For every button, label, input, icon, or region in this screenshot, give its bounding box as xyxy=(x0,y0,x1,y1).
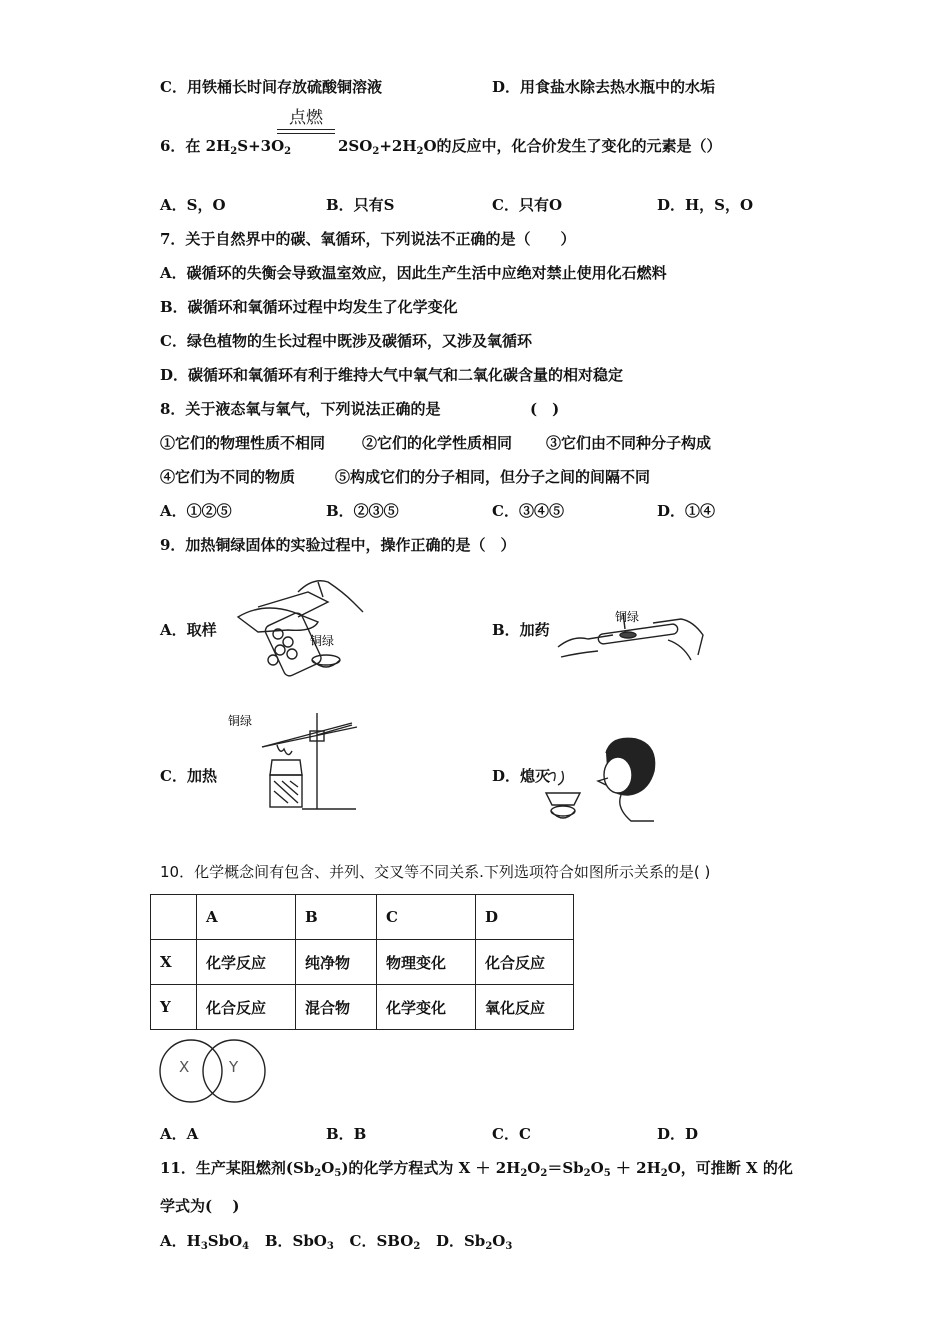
heating-setup-illustration xyxy=(222,705,362,817)
q7-option-c: C．绿色植物的生长过程中既涉及碳循环，又涉及氧循环 xyxy=(160,332,532,350)
q11-option-a: A．$H_3SbO_4$ xyxy=(160,1232,250,1252)
q7-option-d: D．碳循环和氧循环有利于维持大气中氧气和二氧化碳含量的相对稳定 xyxy=(160,366,624,384)
q9-option-d: D．熄灭 xyxy=(492,767,551,785)
q8-option-a: A．①②⑤ xyxy=(160,502,232,520)
copper-green-label-a: 铜绿 xyxy=(310,634,335,648)
q8-statement-1: ①它们的物理性质不相同 xyxy=(160,434,326,452)
table-row-x: X 化学反应 纯净物 物理变化 化合反应 xyxy=(151,940,574,985)
q11-stem-line1: 11．生产某阻燃剂$(Sb_2O_5)$的化学方程式为 $X + 2H_2O_2=Sb_2O_5 + 2H_2O$，可推断 X 的化 xyxy=(160,1159,793,1179)
q11-option-d: D．$Sb_2O_3$ xyxy=(435,1232,513,1252)
q8-statement-4: ④它们为不同的物质 xyxy=(160,468,296,486)
q9-option-a: A．取样 xyxy=(160,621,217,639)
q7-option-a: A．碳循环的失衡会导致温室效应，因此生产生活中应绝对禁止使用化石燃料 xyxy=(160,264,667,282)
q8-option-d: D．①④ xyxy=(657,502,716,520)
q8-option-c: C．③④⑤ xyxy=(492,502,564,520)
q8-statement-3: ③它们由不同种分子构成 xyxy=(546,434,712,452)
q8-statement-2: ②它们的化学性质相同 xyxy=(362,434,513,452)
q6-option-b: B．只有S xyxy=(326,196,395,214)
q8-statement-5: ⑤构成它们的分子相同，但分子之间的间隔不同 xyxy=(335,468,651,486)
q6-option-d: D．H，S，O xyxy=(657,196,754,214)
venn-diagram xyxy=(158,1038,270,1106)
q10-option-c: C．C xyxy=(492,1125,531,1143)
q11-options xyxy=(160,1231,512,1251)
q8-option-b: B．②③⑤ xyxy=(326,502,399,520)
copper-green-label-c: 铜绿 xyxy=(228,714,253,728)
q11-stem-line2: 学式为( ) xyxy=(160,1197,240,1215)
q10-option-b: B．B xyxy=(326,1125,367,1143)
q5-option-c: C．用铁桶长时间存放硫酸铜溶液 xyxy=(160,78,382,96)
venn-label-x: X xyxy=(179,1058,190,1076)
extinguishing-illustration xyxy=(536,733,661,825)
q7-option-b: B．碳循环和氧循环过程中均发生了化学变化 xyxy=(160,298,458,316)
q6-stem: 6．在 $2H_2S+3O_2$ xyxy=(160,137,292,157)
q11-option-c: C．$SBO_2$ xyxy=(349,1232,421,1252)
q6-option-c: C．只有O xyxy=(492,196,563,214)
venn-label-y: Y xyxy=(229,1058,239,1076)
q7-stem: 7．关于自然界中的碳、氧循环，下列说法不正确的是（ ） xyxy=(160,230,576,248)
q11-option-b: B．SbO$_3$ xyxy=(264,1232,334,1252)
q5-option-d: D．用食盐水除去热水瓶中的水垢 xyxy=(492,78,716,96)
q9-option-c: C．加热 xyxy=(160,767,217,785)
q8-stem: 8．关于液态氧与氧气，下列说法正确的是 xyxy=(160,400,441,418)
copper-green-label-b: 铜绿 xyxy=(615,610,640,624)
q10-option-a: A．A xyxy=(160,1125,199,1143)
q9-stem: 9．加热铜绿固体的实验过程中，操作正确的是（ ） xyxy=(160,536,516,554)
adding-reagent-illustration xyxy=(553,605,705,670)
q10-concept-table xyxy=(150,894,574,1030)
q6-option-a: A．S，O xyxy=(160,196,226,214)
q6-reaction-condition: 点燃 xyxy=(277,108,335,134)
q8-answer-paren: ( ) xyxy=(530,400,560,418)
q10-option-d: D．D xyxy=(657,1125,699,1143)
q9-option-b: B．加药 xyxy=(492,621,550,639)
q10-stem: 10．化学概念间有包含、并列、交叉等不同关系.下列选项符合如图所示关系的是( ) xyxy=(160,863,711,881)
sampling-illustration xyxy=(218,572,368,682)
table-header-row: A B C D xyxy=(151,895,574,940)
q6-products: $2SO_2+2H_2O$的反应中，化合价发生了变化的元素是（） xyxy=(338,137,722,157)
table-row-y: Y 化合反应 混合物 化学变化 氧化反应 xyxy=(151,985,574,1030)
